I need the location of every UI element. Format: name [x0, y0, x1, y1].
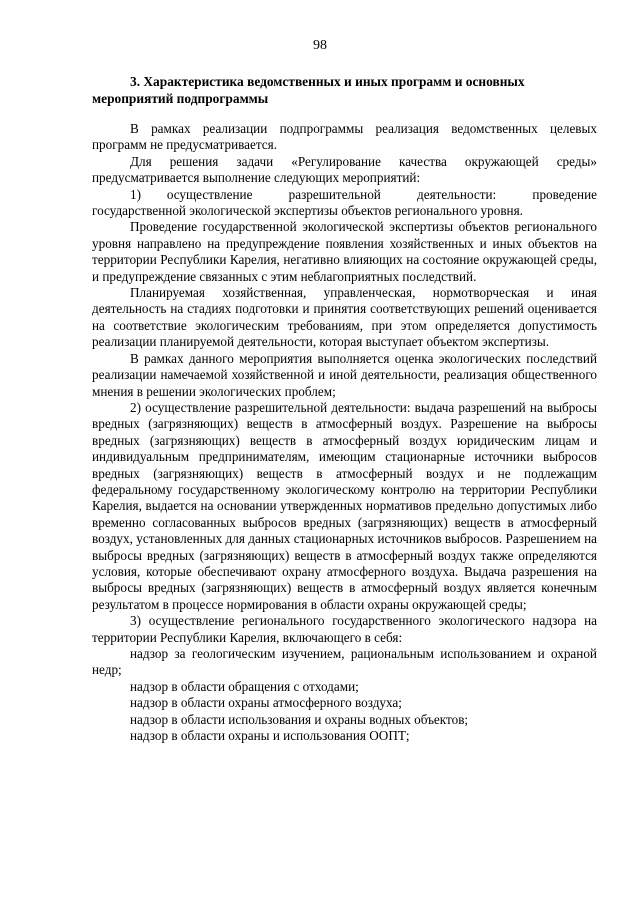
list-item: надзор в области охраны и использования ООПТ; [130, 728, 410, 744]
section-heading-line-1: 3. Характеристика ведомственных и иных программ и основных [130, 74, 525, 89]
list-item: надзор за геологическим изучением, рациональным использованием и охраной недр; [92, 646, 597, 678]
page-content [92, 73, 597, 744]
paragraph: Проведение государственной экологической экспертизы объектов регионального уровня направлено на предупреждение появления хозяйственных и иных объектов на территории Республики Карелия, негативно влияющих на состояние окружающей среды, и предупреждение связанных с этим неблагоприятных последствий. [92, 219, 597, 284]
section-heading [92, 73, 597, 107]
list-item: надзор в области использования и охраны водных объектов; [130, 711, 469, 727]
section-heading-line-2: мероприятий подпрограммы [92, 91, 269, 106]
page-number: 98 [313, 38, 327, 53]
paragraph: 3) осуществление регионального государственного экологического надзора на территории Республики Карелия, включающего в себя: [92, 613, 597, 645]
paragraph: Для решения задачи «Регулирование качества окружающей среды» предусматривается выполнение следующих мероприятий: [92, 153, 597, 186]
paragraph: В рамках данного мероприятия выполняется оценка экологических последствий реализации намечаемой хозяйственной и иной деятельности, реализация общественного мнения в решении экологических проблем; [92, 350, 597, 399]
list-item: надзор в области обращения с отходами; [130, 678, 359, 694]
paragraph: 1) осуществление разрешительной деятельности: проведение государственной экологической экспертизы объектов регионального уровня. [92, 186, 597, 219]
list-item: надзор в области охраны атмосферного воздуха; [130, 695, 402, 711]
paragraph: Планируемая хозяйственная, управленческая, нормотворческая и иная деятельность на стадиях подготовки и принятия соответствующих решений оценивается на соответствие экологическим требованиям, при этом определяется допустимость реализации планируемой деятельности, которая выступает объектом экспертизы. [92, 285, 597, 350]
paragraph: 2) осуществление разрешительной деятельности: выдача разрешений на выбросы вредных (загрязняющих) веществ в атмосферный воздух. Разрешение на выбросы вредных (загрязняющих) веществ в атмосферный воздух юридическим лицам и индивидуальным предпринимателям, имеющим стационарные источники выбросов вредных (загрязняющих) веществ в атмосферный воздух и не подлежащим федеральному государственному экологическому контролю на территории Республики Карелия, выдается на основании утвержденных нормативов предельно допустимых либо временно согласованных выбросов вредных (загрязняющих) веществ в атмосферный воздух, установленных для данных стационарных источников выбросов. Разрешением на выбросы вредных (загрязняющих) веществ в атмосферный воздух также определяются условия, которые обеспечивают охрану атмосферного воздуха. Выдача разрешения на выбросы вредных (загрязняющих) веществ в атмосферный воздух является конечным результатом в процессе нормирования в области охраны окружающей среды; [92, 399, 597, 612]
paragraph: В рамках реализации подпрограммы реализация ведомственных целевых программ не предусматривается. [92, 121, 597, 153]
